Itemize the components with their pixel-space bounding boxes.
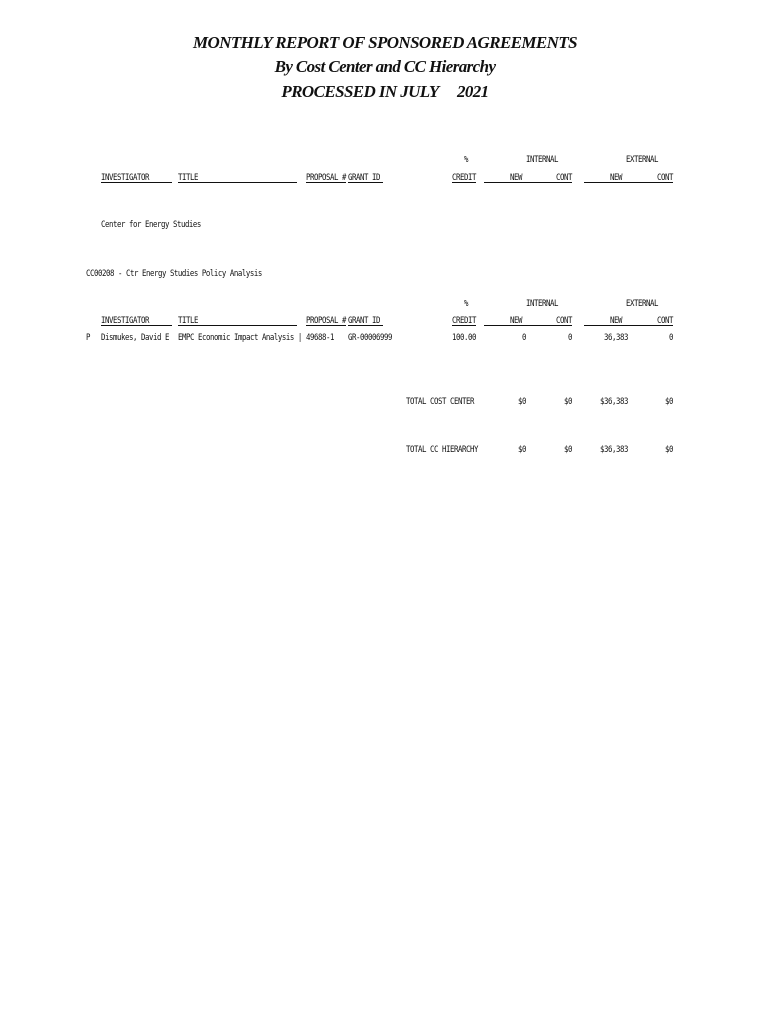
credit-header-underline [452, 182, 476, 183]
external-new-header: NEW [609, 315, 622, 325]
external-header: EXTERNAL [626, 298, 658, 308]
row-internal-cont: 0 [567, 332, 572, 342]
total-cc-hierarchy-internal-new: $0 [517, 444, 526, 454]
credit-header: CREDIT [452, 315, 476, 325]
row-flag: P [86, 332, 91, 342]
report-title-line2: By Cost Center and CC Hierarchy [274, 57, 496, 76]
title-header: TITLE [178, 315, 198, 325]
external-new-header: NEW [609, 172, 622, 182]
report-title-line1: MONTHLY REPORT OF SPONSORED AGREEMENTS [192, 33, 577, 52]
total-cost-center-label: TOTAL COST CENTER [406, 396, 474, 406]
investigator-header: INVESTIGATOR [101, 172, 149, 182]
total-cost-center-external-cont: $0 [664, 396, 673, 406]
grant-id-header-underline [348, 182, 383, 183]
report-period-year: 2021 [456, 82, 489, 101]
row-credit: 100.00 [452, 332, 476, 342]
internal-columns-underline [484, 182, 572, 183]
grant-id-header: GRANT ID [348, 315, 380, 325]
title-header: TITLE [178, 172, 198, 182]
cost-center-name: CC00208 - Ctr Energy Studies Policy Analysis [86, 268, 262, 278]
report-period-label: PROCESSED IN JULY [281, 82, 439, 101]
hierarchy-name: Center for Energy Studies [101, 219, 201, 229]
total-cc-hierarchy-external-cont: $0 [664, 444, 673, 454]
external-cont-header: CONT [657, 315, 673, 325]
external-columns-underline [584, 325, 673, 326]
row-external-cont: 0 [668, 332, 673, 342]
investigator-header-underline [101, 182, 172, 183]
row-grant-id: GR-00006999 [348, 332, 392, 342]
internal-cont-header: CONT [556, 315, 572, 325]
grant-id-header-underline [348, 325, 383, 326]
total-cc-hierarchy-internal-cont: $0 [563, 444, 572, 454]
pct-header: % [463, 298, 468, 308]
external-columns-underline [584, 182, 673, 183]
internal-cont-header: CONT [556, 172, 572, 182]
row-proposal: 49688-1 [306, 332, 334, 342]
row-title: EMPC Economic Impact Analysis | [178, 332, 302, 342]
report-title-line3 [0, 82, 770, 102]
internal-new-header: NEW [509, 315, 522, 325]
row-external-new: 36,383 [604, 332, 628, 342]
external-header: EXTERNAL [626, 154, 658, 164]
credit-header-underline [452, 325, 476, 326]
title-header-underline [178, 325, 297, 326]
proposal-header: PROPOSAL # [306, 172, 346, 182]
credit-header: CREDIT [452, 172, 476, 182]
total-cost-center-external-new: $36,383 [600, 396, 628, 406]
investigator-header-underline [101, 325, 172, 326]
proposal-header-underline [306, 325, 346, 326]
investigator-header: INVESTIGATOR [101, 315, 149, 325]
internal-new-header: NEW [509, 172, 522, 182]
external-cont-header: CONT [657, 172, 673, 182]
total-cost-center-internal-cont: $0 [563, 396, 572, 406]
grant-id-header: GRANT ID [348, 172, 380, 182]
title-header-underline [178, 182, 297, 183]
total-cost-center-internal-new: $0 [517, 396, 526, 406]
internal-header: INTERNAL [526, 298, 558, 308]
proposal-header: PROPOSAL # [306, 315, 346, 325]
proposal-header-underline [306, 182, 346, 183]
pct-header: % [463, 154, 468, 164]
internal-columns-underline [484, 325, 572, 326]
row-internal-new: 0 [521, 332, 526, 342]
total-cc-hierarchy-external-new: $36,383 [600, 444, 628, 454]
total-cc-hierarchy-label: TOTAL CC HIERARCHY [406, 444, 478, 454]
row-investigator: Dismukes, David E [101, 332, 169, 342]
internal-header: INTERNAL [526, 154, 558, 164]
